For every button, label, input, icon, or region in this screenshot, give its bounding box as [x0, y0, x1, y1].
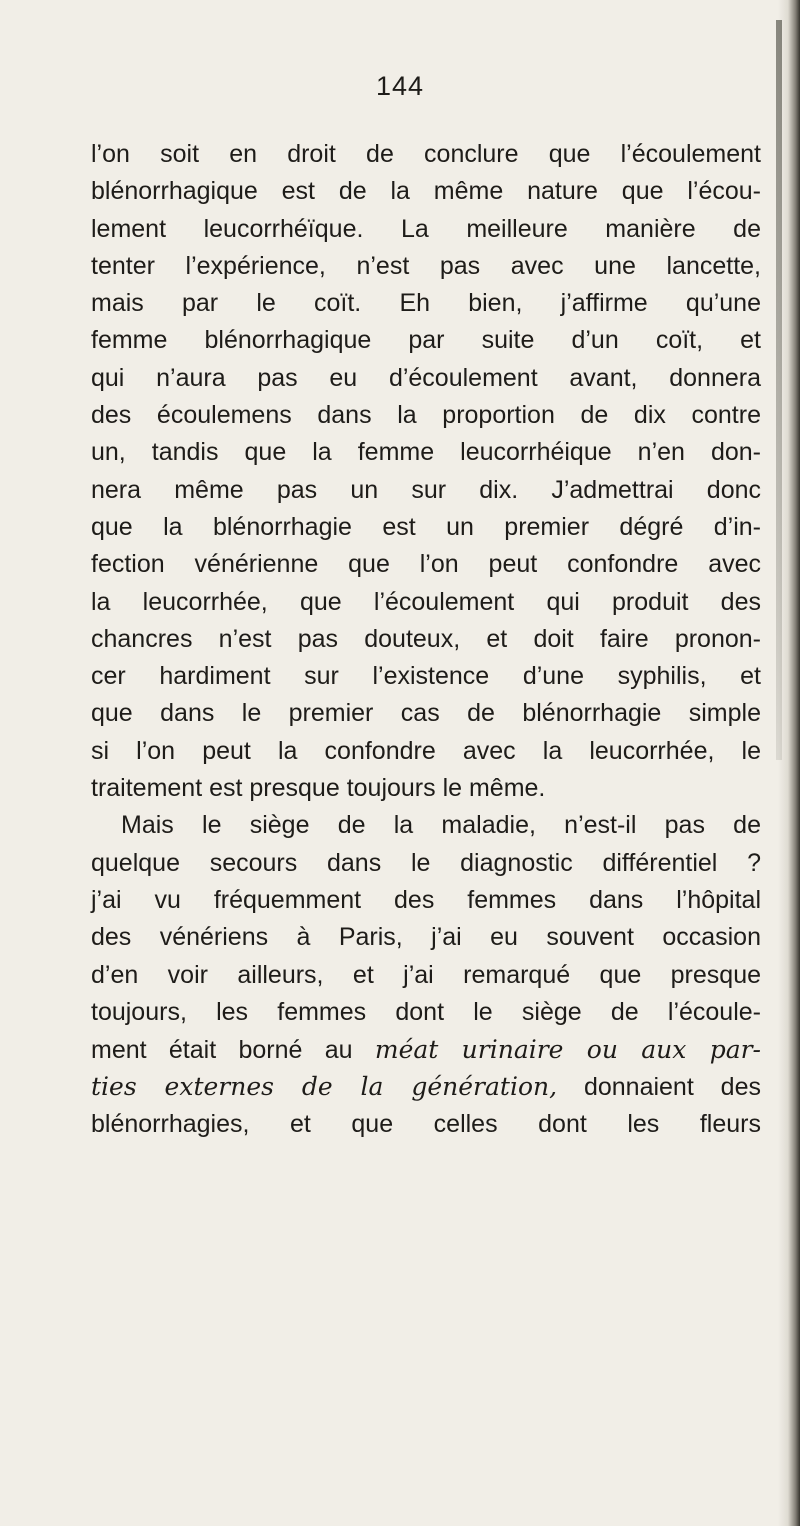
text-line: toujours, les femmes dont le siège de l’écoule-	[91, 997, 761, 1026]
page-edge-dark-strip	[776, 20, 782, 760]
text-line: que dans le premier cas de blénorrhagie simple	[91, 699, 761, 728]
text-line: lement leucorrhéïque. La meilleure manière de	[91, 214, 761, 243]
text-line-mixed	[91, 1068, 761, 1105]
text-line: tenter l’expérience, n’est pas avec une lancette,	[91, 251, 761, 280]
text-line: un, tandis que la femme leucorrhéique n’en don-	[91, 438, 761, 467]
text-line: femme blénorrhagique par suite d’un coït, et	[91, 326, 761, 355]
text-line: j’ai vu fréquemment des femmes dans l’hôpital	[91, 885, 761, 914]
page-number: 144	[375, 71, 425, 101]
text-line: si l’on peut la confondre avec la leucorrhée, le	[91, 736, 761, 765]
text-line: Mais le siège de la maladie, n’est-il pas de	[121, 811, 761, 840]
text-line: blénorrhagies, et que celles dont les fleurs	[91, 1109, 761, 1138]
text-line: cer hardiment sur l’existence d’une syphilis, et	[91, 662, 761, 691]
text-line: l’on soit en droit de conclure que l’écoulement	[91, 140, 761, 168]
text-line: mais par le coït. Eh bien, j’affirme qu’une	[91, 289, 761, 318]
text-line: d’en voir ailleurs, et j’ai remarqué que presque	[91, 960, 761, 989]
text-line: quelque secours dans le diagnostic différentiel ?	[91, 848, 761, 877]
text-line: la leucorrhée, que l’écoulement qui produit des	[91, 587, 761, 616]
text-segment: donnaient des	[583, 1073, 761, 1102]
text-line: des écoulemens dans la proportion de dix contre	[91, 401, 761, 430]
text-line: blénorrhagique est de la même nature que l’écou-	[91, 177, 761, 206]
text-line: fection vénérienne que l’on peut confondre avec	[91, 550, 761, 579]
italic-segment: méat urinaire ou aux par-	[374, 1035, 761, 1065]
text-line: chancres n’est pas douteux, et doit faire pronon-	[91, 624, 761, 653]
text-line-mixed	[91, 1031, 761, 1068]
text-line: nera même pas un sur dix. J’admettrai donc	[91, 475, 761, 504]
italic-segment: ties externes de la génération,	[91, 1072, 558, 1102]
text-line: des vénériens à Paris, j’ai eu souvent occasion	[91, 923, 761, 952]
text-line: que la blénorrhagie est un premier dégré d’in-	[91, 512, 761, 541]
text-segment: ment était borné au	[91, 1036, 353, 1065]
text-line: qui n’aura pas eu d’écoulement avant, donnera	[91, 363, 761, 392]
text-line: traitement est presque toujours le même.	[91, 774, 546, 803]
body-text	[91, 136, 761, 1143]
